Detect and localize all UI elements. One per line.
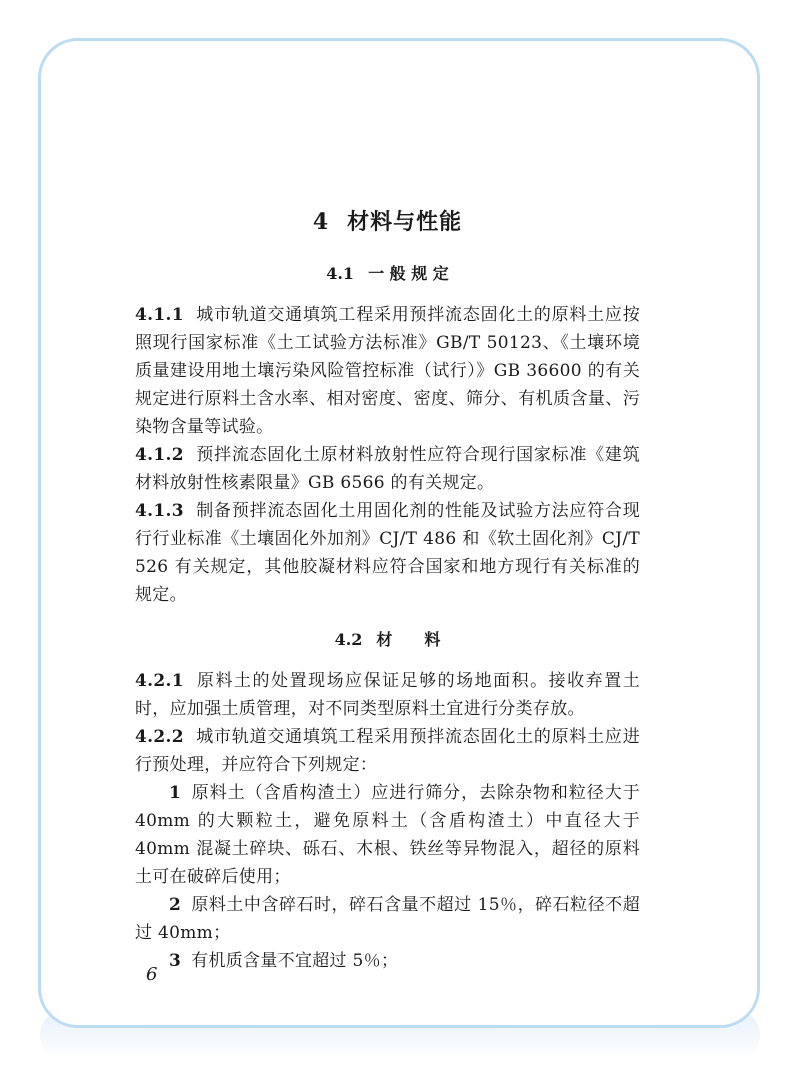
section-title-text: 一 般 规 定: [368, 264, 449, 283]
section-number: 4.1: [326, 264, 355, 283]
chapter-number: 4: [312, 209, 330, 235]
item-text: 原料土（含盾构渣土）应进行筛分，去除杂物和粒径大于 40mm 的大颗粒土，避免原料土（含盾构渣土）中直径大于 40mm 混凝土碎块、砾石、木根、铁丝等异物混入，超径的原料土可在破碎后使用；: [135, 783, 640, 887]
clause-number: 4.2.1: [135, 671, 184, 691]
page-number: 6: [146, 964, 158, 985]
chapter-title: [135, 205, 640, 239]
item-text: 有机质含量不宜超过 5％；: [191, 951, 399, 971]
chapter-title-text: 材料与性能: [347, 209, 463, 235]
list-item: [135, 947, 640, 975]
clause-text: 预拌流态固化土原材料放射性应符合现行国家标准《建筑材料放射性核素限量》GB 6566 的有关规定。: [135, 445, 640, 493]
item-text: 原料土中含碎石时，碎石含量不超过 15％，碎石粒径不超过 40mm；: [135, 895, 640, 943]
item-number: 3: [169, 951, 182, 971]
clause: [135, 497, 640, 609]
clause-text: 城市轨道交通填筑工程采用预拌流态固化土的原料土应按照现行国家标准《土工试验方法标准》GB/T 50123、《土壤环境质量建设用地土壤污染风险管控标准（试行）》GB 36600 的有关规定进行原料土含水率、相对密度、密度、筛分、有机质含量、污染物含量等试验。: [135, 305, 640, 437]
clause-number: 4.1.1: [135, 305, 184, 325]
clause: [135, 441, 640, 497]
clause-text: 城市轨道交通填筑工程采用预拌流态固化土的原料土应进行预处理，并应符合下列规定：: [135, 727, 640, 775]
section-number: 4.2: [334, 630, 363, 649]
clause-text: 制备预拌流态固化土用固化剂的性能及试验方法应符合现行行业标准《土壤固化外加剂》CJ/T 486 和《软土固化剂》CJ/T 526 有关规定，其他胶凝材料应符合国家和地方现行有关标准的规定。: [135, 501, 640, 605]
section-title: [135, 627, 640, 653]
item-number: 1: [169, 783, 182, 803]
clause-text: 原料土的处置现场应保证足够的场地面积。接收弃置土时，应加强土质管理，对不同类型原料土宜进行分类存放。: [135, 671, 640, 719]
clause-number: 4.1.2: [135, 445, 184, 465]
clause-number: 4.2.2: [135, 727, 184, 747]
section-title: [135, 261, 640, 287]
document-body: [135, 205, 640, 975]
list-item: [135, 891, 640, 947]
list-item: [135, 779, 640, 891]
clause: [135, 667, 640, 723]
clause-number: 4.1.3: [135, 501, 184, 521]
item-number: 2: [169, 895, 182, 915]
clause: [135, 723, 640, 779]
section-title-text: 材 料: [376, 630, 441, 649]
clause: [135, 301, 640, 441]
